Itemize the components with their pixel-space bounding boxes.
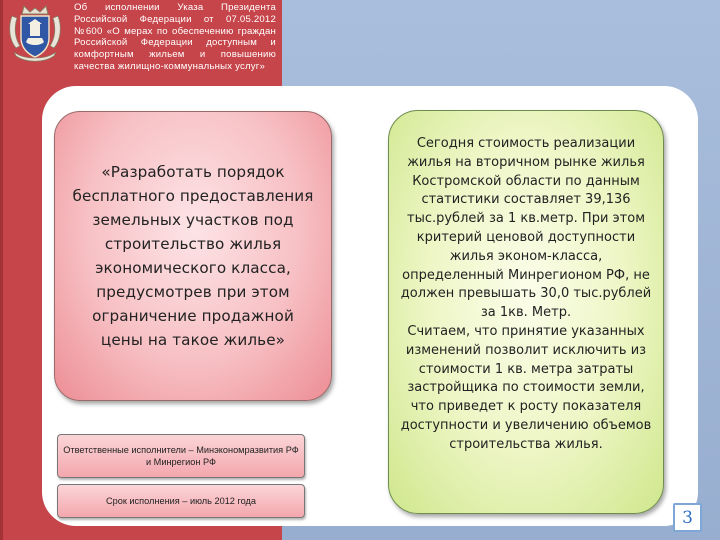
responsible-text: Ответственные исполнители – Минэкономразвития РФ и Минрегион РФ xyxy=(63,445,299,467)
slide-header-title: Об исполнении Указа Президента Российской Федерации от 07.05.2012 №600 «О мерах по обеспечению граждан Российской Федерации доступным и комфортным жильем и повышению качества жилищно-коммунальных услуг» xyxy=(74,2,276,72)
analysis-box xyxy=(388,110,664,514)
task-text: «Разработать порядок бесплатного предоставления земельных участков под строительство жилья экономического класса, предусмотрев при этом ограничение продажной цены на такое жилье» xyxy=(72,163,314,349)
analysis-paragraph-2: Считаем, что принятие указанных изменений позволит исключить из стоимости 1 кв. метра затраты застройщика по стоимости земли, что приведет к росту показателя доступности и увеличению объемов строительства жилья. xyxy=(400,323,652,452)
task-box xyxy=(54,111,332,401)
responsible-box xyxy=(57,434,305,478)
coat-of-arms-icon xyxy=(6,2,64,64)
deadline-box xyxy=(57,484,305,518)
page-number: 3 xyxy=(673,503,702,532)
analysis-paragraph-1: Сегодня стоимость реализации жилья на вторичном рынке жилья Костромской области по данным статистики составляет 39,136 тыс.рублей за 1 кв.метр. При этом критерий ценовой доступности жилья эконом-класса, определенный Минрегионом РФ, не должен превышать 30,0 тыс.рублей за 1кв. Метр. xyxy=(400,136,652,321)
deadline-text: Срок исполнения – июль 2012 года xyxy=(105,496,256,506)
